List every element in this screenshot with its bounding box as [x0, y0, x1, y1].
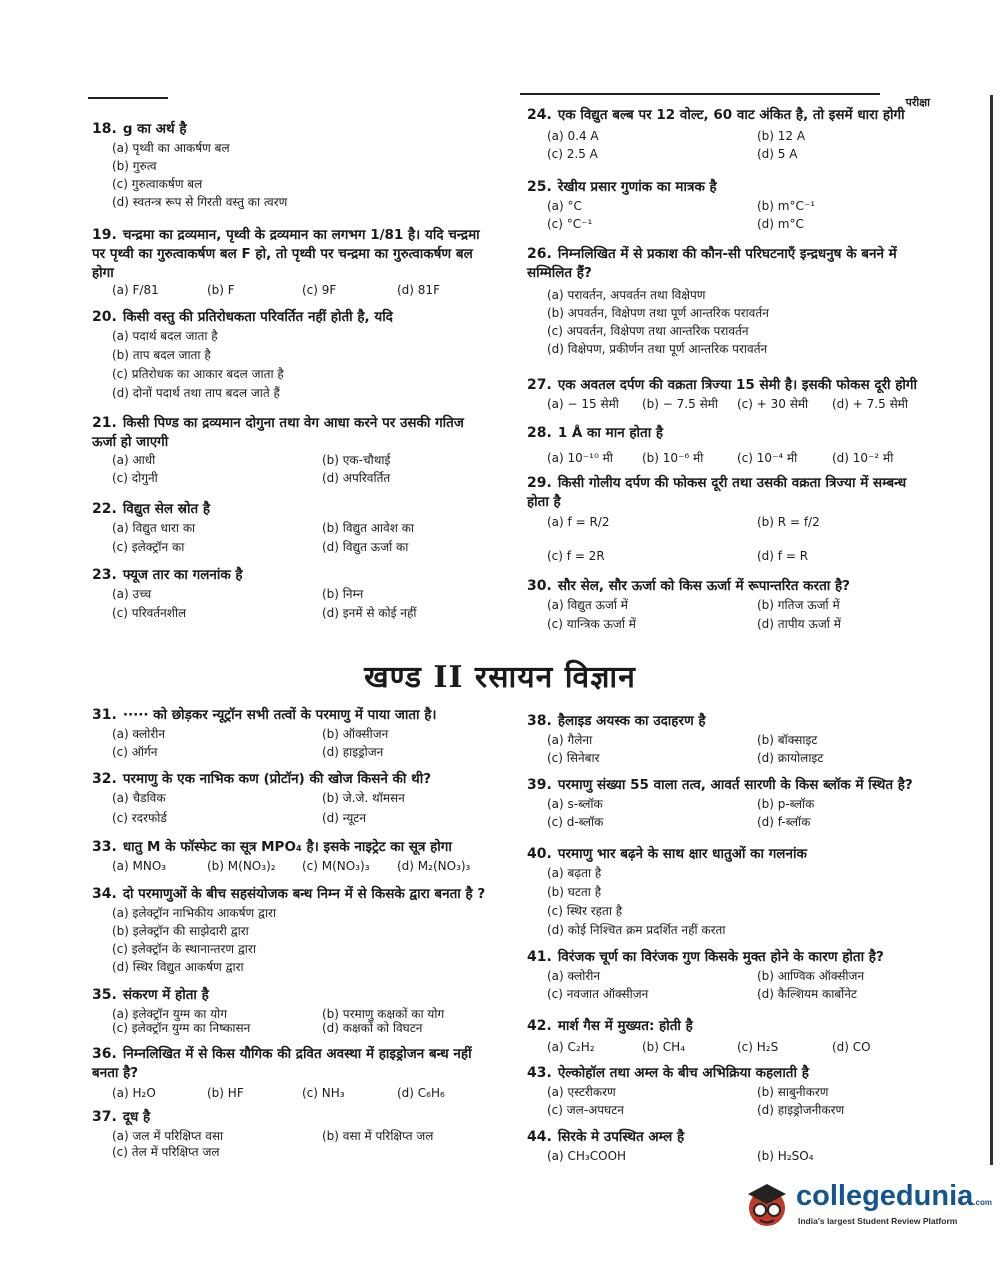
- option-b[interactable]: (b) R = f/2: [757, 515, 820, 529]
- question-21: [92, 414, 492, 485]
- option-d[interactable]: (d) 5 A: [757, 147, 798, 161]
- logo-wordmark: collegedunia.com: [796, 1180, 992, 1212]
- option-a[interactable]: (a) पदार्थ बदल जाता है: [112, 329, 218, 343]
- question-text: निम्नलिखित में से किस यौगिक की द्रवित अवस्था में हाइड्रोजन बन्ध नहीं बनता है?: [92, 1046, 472, 1081]
- option-d[interactable]: (d) 81F: [397, 283, 440, 297]
- question-text: किसी गोलीय दर्पण की फोकस दूरी तथा उसकी वक्रता त्रिज्या में सम्बन्ध होता है: [527, 475, 907, 510]
- question-42: [527, 1017, 927, 1054]
- question-number: 28.: [527, 425, 552, 441]
- option-c[interactable]: (c) ऑर्गन: [112, 745, 158, 759]
- option-b[interactable]: (b) CH₄: [642, 1040, 686, 1054]
- question-number: 20.: [92, 309, 117, 325]
- option-b[interactable]: (b) − 7.5 सेमी: [642, 397, 718, 411]
- option-d[interactable]: (d) क्रायोलाइट: [757, 751, 824, 765]
- option-b[interactable]: (b) साबुनीकरण: [757, 1085, 829, 1099]
- option-d[interactable]: (d) विद्युत ऊर्जा का: [322, 540, 409, 554]
- question-number: 40.: [527, 846, 552, 862]
- question-number: 25.: [527, 179, 552, 195]
- question-number: 43.: [527, 1065, 552, 1081]
- question-text: फ्यूज तार का गलनांक है: [122, 567, 243, 583]
- question-39: [527, 776, 927, 829]
- option-a[interactable]: (a) विद्युत धारा का: [112, 521, 196, 535]
- option-d[interactable]: (d) M₂(NO₃)₃: [397, 859, 471, 873]
- question-33: [92, 838, 492, 873]
- question-text: विरंजक चूर्ण का विरंजक गुण किसके मुक्त होने के कारण होता है?: [557, 949, 884, 965]
- option-a[interactable]: (a) गैलेना: [547, 733, 593, 747]
- question-text: सौर सेल, सौर ऊर्जा को किस ऊर्जा में रूपान्तरित करता है?: [557, 578, 850, 594]
- question-number: 22.: [92, 501, 117, 517]
- question-number: 42.: [527, 1018, 552, 1034]
- option-c[interactable]: (c) 2.5 A: [547, 147, 598, 161]
- option-c[interactable]: (c) नवजात ऑक्सीजन: [547, 987, 649, 1001]
- option-d[interactable]: (d) कैल्शियम कार्बोनेट: [757, 987, 857, 1001]
- option-b[interactable]: (b) 10⁻⁶ मी: [642, 451, 704, 465]
- option-c[interactable]: (c) इलेक्ट्रॉन युग्म का निष्कासन: [112, 1021, 251, 1035]
- option-a[interactable]: (a) बढ़ता है: [547, 866, 602, 880]
- option-b[interactable]: (b) ऑक्सीजन: [322, 727, 389, 741]
- option-a[interactable]: (a) परावर्तन, अपवर्तन तथा विक्षेपण: [547, 288, 706, 302]
- question-number: 37.: [92, 1109, 117, 1125]
- option-a[interactable]: (a) CH₃COOH: [547, 1149, 627, 1163]
- option-a[interactable]: (a) विद्युत ऊर्जा में: [547, 598, 628, 612]
- option-c[interactable]: (c) 9F: [302, 283, 337, 297]
- question-text: संकरण में होता है: [122, 987, 209, 1003]
- option-c[interactable]: (c) इलेक्ट्रॉन का: [112, 540, 185, 554]
- option-d[interactable]: (d) तापीय ऊर्जा में: [757, 617, 841, 631]
- question-number: 34.: [92, 886, 117, 902]
- question-number: 44.: [527, 1129, 552, 1145]
- option-d[interactable]: (d) कक्षकों को विघटन: [322, 1021, 423, 1035]
- question-number: 27.: [527, 377, 552, 393]
- question-text: g का अर्थ है: [122, 121, 187, 137]
- option-c[interactable]: (c) सिनेबार: [547, 751, 600, 765]
- option-b[interactable]: (b) परमाणु कक्षकों का योग: [322, 1007, 445, 1021]
- question-number: 30.: [527, 578, 552, 594]
- page-edge: [990, 95, 993, 1165]
- option-c[interactable]: (c) रदरफोर्ड: [112, 811, 167, 825]
- question-text: एक अवतल दर्पण की वक्रता त्रिज्या 15 सेमी है। इसकी फोकस दूरी होगी: [557, 377, 917, 393]
- question-number: 38.: [527, 713, 552, 729]
- option-b[interactable]: (b) गुरुत्व: [112, 159, 157, 173]
- question-23: [92, 566, 492, 620]
- option-b[interactable]: (b) वसा में परिक्षिप्त जल: [322, 1129, 434, 1143]
- question-36: [92, 1045, 492, 1100]
- option-a[interactable]: (a) आधी: [112, 453, 156, 467]
- option-b[interactable]: (b) इलेक्ट्रॉन की साझेदारी द्वारा: [112, 924, 249, 938]
- section-heading: खण्ड II रसायन विज्ञान: [364, 660, 636, 695]
- option-a[interactable]: (a) H₂O: [112, 1086, 156, 1100]
- option-a[interactable]: (a) C₂H₂: [547, 1040, 595, 1054]
- option-c[interactable]: (c) जल-अपघटन: [547, 1103, 624, 1117]
- option-a[interactable]: (a) एस्टरीकरण: [547, 1085, 616, 1099]
- corner-label: परीक्षा: [905, 96, 930, 109]
- option-a[interactable]: (a) क्लोरीन: [547, 969, 600, 983]
- option-d[interactable]: (d) 10⁻² मी: [832, 451, 894, 465]
- option-b[interactable]: (b) p-ब्लॉक: [757, 797, 815, 811]
- question-20: [92, 308, 492, 400]
- question-text: ····· को छोड़कर न्यूट्रॉन सभी तत्वों के परमाणु में पाया जाता है।: [122, 707, 437, 723]
- graduate-icon: [740, 1178, 794, 1232]
- question-text: 1 Å का मान होता है: [557, 425, 664, 441]
- question-text: चन्द्रमा का द्रव्यमान, पृथ्वी के द्रव्यमान का लगभग 1/81 है। यदि चन्द्रमा पर पृथ्वी का गुरुत्वाकर्षण बल F हो, तो पृथ्वी पर चन्द्रमा का गुरुत्वाकर्षण बल होगा: [92, 227, 480, 281]
- question-text: सिरके मे उपस्थित अम्ल है: [557, 1129, 685, 1145]
- option-c[interactable]: (c) NH₃: [302, 1086, 345, 1100]
- option-a[interactable]: (a) इलेक्ट्रॉन युग्म का योग: [112, 1007, 228, 1021]
- top-rule-left: [88, 97, 168, 99]
- question-text: विद्युत सेल स्रोत है: [122, 501, 211, 517]
- option-b[interactable]: (b) F: [207, 283, 235, 297]
- question-26: [527, 245, 927, 356]
- question-number: 23.: [92, 567, 117, 583]
- option-c[interactable]: (c) इलेक्ट्रॉन के स्थानान्तरण द्वारा: [112, 942, 256, 956]
- question-35: [92, 986, 492, 1035]
- option-c[interactable]: (c) H₂S: [737, 1040, 779, 1054]
- option-c[interactable]: (c) यान्त्रिक ऊर्जा में: [547, 617, 636, 631]
- question-22: [92, 500, 492, 554]
- question-text: मार्श गैस में मुख्यत: होती है: [557, 1018, 693, 1034]
- collegedunia-logo: [740, 1178, 992, 1234]
- question-text: ऐल्कोहॉल तथा अम्ल के बीच अभिक्रिया कहलाती है: [557, 1065, 809, 1081]
- question-number: 32.: [92, 771, 117, 787]
- option-c[interactable]: (c) M(NO₃)₃: [302, 859, 370, 873]
- option-a[interactable]: (a) F/81: [112, 283, 159, 297]
- question-text: धातु M के फॉस्फेट का सूत्र MPO₄ है। इसके नाइट्रेट का सूत्र होगा: [122, 839, 452, 855]
- question-text: एक विद्युत बल्ब पर 12 वोल्ट, 60 वाट अंकित है, तो इसमें धारा होगी: [557, 107, 905, 123]
- option-b[interactable]: (b) अपवर्तन, विक्षेपण तथा पूर्ण आन्तरिक परावर्तन: [547, 306, 769, 320]
- question-number: 39.: [527, 777, 552, 793]
- option-b[interactable]: (b) 12 A: [757, 129, 806, 143]
- option-d[interactable]: (d) स्वतन्त्र रूप से गिरती वस्तु का त्वरण: [112, 195, 288, 209]
- question-44: [527, 1128, 927, 1163]
- question-19: [92, 226, 492, 297]
- question-text: दो परमाणुओं के बीच सहसंयोजक बन्ध निम्न में से किसके द्वारा बनता है ?: [122, 886, 486, 902]
- option-a[interactable]: (a) चैडविक: [112, 791, 166, 805]
- option-d[interactable]: (d) विक्षेपण, प्रकीर्णन तथा पूर्ण आन्तरिक परावर्तन: [547, 342, 768, 356]
- option-d[interactable]: (d) f = R: [757, 549, 809, 563]
- option-b[interactable]: (b) बॉक्साइट: [757, 733, 818, 747]
- option-a[interactable]: (a) 0.4 A: [547, 129, 599, 143]
- option-b[interactable]: (b) घटता है: [547, 885, 602, 899]
- question-number: 41.: [527, 949, 552, 965]
- question-text: परमाणु के एक नाभिक कण (प्रोटॉन) की खोज किसने की थी?: [122, 771, 432, 787]
- option-b[interactable]: (b) एक-चौथाई: [322, 453, 391, 467]
- question-text: निम्नलिखित में से प्रकाश की कौन-सी परिघटनाएँ इन्द्रधनुष के बनने में सम्मिलित हैं?: [527, 246, 897, 281]
- option-d[interactable]: (d) अपरिवर्तित: [322, 471, 391, 485]
- option-d[interactable]: (d) CO: [832, 1040, 871, 1054]
- question-18: [92, 120, 492, 209]
- option-d[interactable]: (d) न्यूटन: [322, 811, 367, 825]
- option-a[interactable]: (a) − 15 सेमी: [547, 397, 619, 411]
- question-37: [92, 1108, 492, 1159]
- option-a[interactable]: (a) उच्च: [112, 587, 152, 601]
- option-a[interactable]: (a) पृथ्वी का आकर्षण बल: [112, 141, 230, 155]
- question-number: 31.: [92, 707, 117, 723]
- option-d[interactable]: (d) हाइड्रोजनीकरण: [757, 1103, 845, 1117]
- question-number: 33.: [92, 839, 117, 855]
- option-d[interactable]: (d) m°C: [757, 217, 804, 231]
- question-38: [527, 712, 927, 765]
- option-b[interactable]: (b) m°C⁻¹: [757, 199, 816, 213]
- question-32: [92, 770, 492, 825]
- option-d[interactable]: (d) इनमें से कोई नहीं: [322, 606, 417, 620]
- option-d[interactable]: (d) स्थिर विद्युत आकर्षण द्वारा: [112, 960, 244, 974]
- option-a[interactable]: (a) MNO₃: [112, 859, 167, 873]
- option-a[interactable]: (a) 10⁻¹⁰ मी: [547, 451, 613, 465]
- top-rule-right: [520, 93, 880, 95]
- option-c[interactable]: (c) f = 2R: [547, 549, 605, 563]
- option-d[interactable]: (d) हाइड्रोजन: [322, 745, 384, 759]
- option-b[interactable]: (b) विद्युत आवेश का: [322, 521, 415, 535]
- option-a[interactable]: (a) जल में परिक्षिप्त वसा: [112, 1129, 224, 1143]
- option-c[interactable]: (c) 10⁻⁴ मी: [737, 451, 798, 465]
- question-number: 26.: [527, 246, 552, 262]
- question-24: [527, 106, 927, 161]
- question-text: परमाणु भार बढ़ने के साथ क्षार धातुओं का गलनांक: [557, 846, 807, 862]
- option-b[interactable]: (b) H₂SO₄: [757, 1149, 814, 1163]
- question-29: [527, 474, 927, 563]
- question-text: किसी पिण्ड का द्रव्यमान दोगुना तथा वेग आधा करने पर उसकी गतिज ऊर्जा हो जाएगी: [92, 415, 464, 450]
- option-a[interactable]: (a) f = R/2: [547, 515, 610, 529]
- question-34: [92, 885, 492, 974]
- option-d[interactable]: (d) C₆H₆: [397, 1086, 445, 1100]
- option-b[interactable]: (b) जे.जे. थॉमसन: [322, 791, 405, 805]
- question-number: 24.: [527, 107, 552, 123]
- logo-tagline: India's largest Student Review Platform: [798, 1216, 958, 1226]
- question-text: किसी वस्तु की प्रतिरोधकता परिवर्तित नहीं होती है, यदि: [122, 309, 393, 325]
- question-41: [527, 948, 927, 1001]
- option-c[interactable]: (c) प्रतिरोधक का आकार बदल जाता है: [112, 367, 284, 381]
- option-c[interactable]: (c) d-ब्लॉक: [547, 815, 604, 829]
- question-text: दूध है: [122, 1109, 151, 1125]
- question-text: रेखीय प्रसार गुणांक का मात्रक है: [557, 179, 717, 195]
- question-27: [527, 376, 927, 411]
- option-c[interactable]: (c) दोगुनी: [112, 471, 158, 485]
- option-c[interactable]: (c) परिवर्तनशील: [112, 606, 187, 620]
- option-c[interactable]: (c) स्थिर रहता है: [547, 904, 623, 918]
- option-d[interactable]: (d) + 7.5 सेमी: [832, 397, 908, 411]
- option-b[interactable]: (b) आण्विक ऑक्सीजन: [757, 969, 865, 983]
- question-40: [527, 845, 927, 937]
- option-b[interactable]: (b) ताप बदल जाता है: [112, 348, 211, 362]
- option-b[interactable]: (b) गतिज ऊर्जा में: [757, 598, 840, 612]
- option-a[interactable]: (a) क्लोरीन: [112, 727, 165, 741]
- question-25: [527, 178, 927, 231]
- option-c[interactable]: (c) + 30 सेमी: [737, 397, 809, 411]
- option-c[interactable]: (c) अपवर्तन, विक्षेपण तथा आन्तरिक परावर्तन: [547, 324, 749, 338]
- option-d[interactable]: (d) कोई निश्चित क्रम प्रदर्शित नहीं करता: [547, 923, 726, 937]
- question-number: 18.: [92, 121, 117, 137]
- question-number: 35.: [92, 987, 117, 1003]
- question-28: [527, 424, 927, 465]
- option-a[interactable]: (a) °C: [547, 199, 582, 213]
- question-number: 36.: [92, 1046, 117, 1062]
- question-text: हैलाइड अयस्क का उदाहरण है: [557, 713, 706, 729]
- option-c[interactable]: (c) गुरुत्वाकर्षण बल: [112, 177, 203, 191]
- option-c[interactable]: (c) तेल में परिक्षिप्त जल: [112, 1145, 220, 1159]
- option-b[interactable]: (b) M(NO₃)₂: [207, 859, 276, 873]
- option-d[interactable]: (d) दोनों पदार्थ तथा ताप बदल जाते हैं: [112, 386, 280, 400]
- option-b[interactable]: (b) निम्न: [322, 587, 364, 601]
- option-b[interactable]: (b) HF: [207, 1086, 244, 1100]
- option-d[interactable]: (d) f-ब्लॉक: [757, 815, 811, 829]
- option-a[interactable]: (a) s-ब्लॉक: [547, 797, 603, 811]
- question-text: परमाणु संख्या 55 वाला तत्व, आवर्त सारणी के किस ब्लॉक में स्थित है?: [557, 777, 913, 793]
- option-a[interactable]: (a) इलेक्ट्रॉन नाभिकीय आकर्षण द्वारा: [112, 906, 277, 920]
- question-number: 29.: [527, 475, 552, 491]
- question-31: [92, 706, 492, 759]
- option-c[interactable]: (c) °C⁻¹: [547, 217, 593, 231]
- question-number: 21.: [92, 415, 117, 431]
- question-30: [527, 577, 927, 631]
- question-43: [527, 1064, 927, 1117]
- question-number: 19.: [92, 227, 117, 243]
